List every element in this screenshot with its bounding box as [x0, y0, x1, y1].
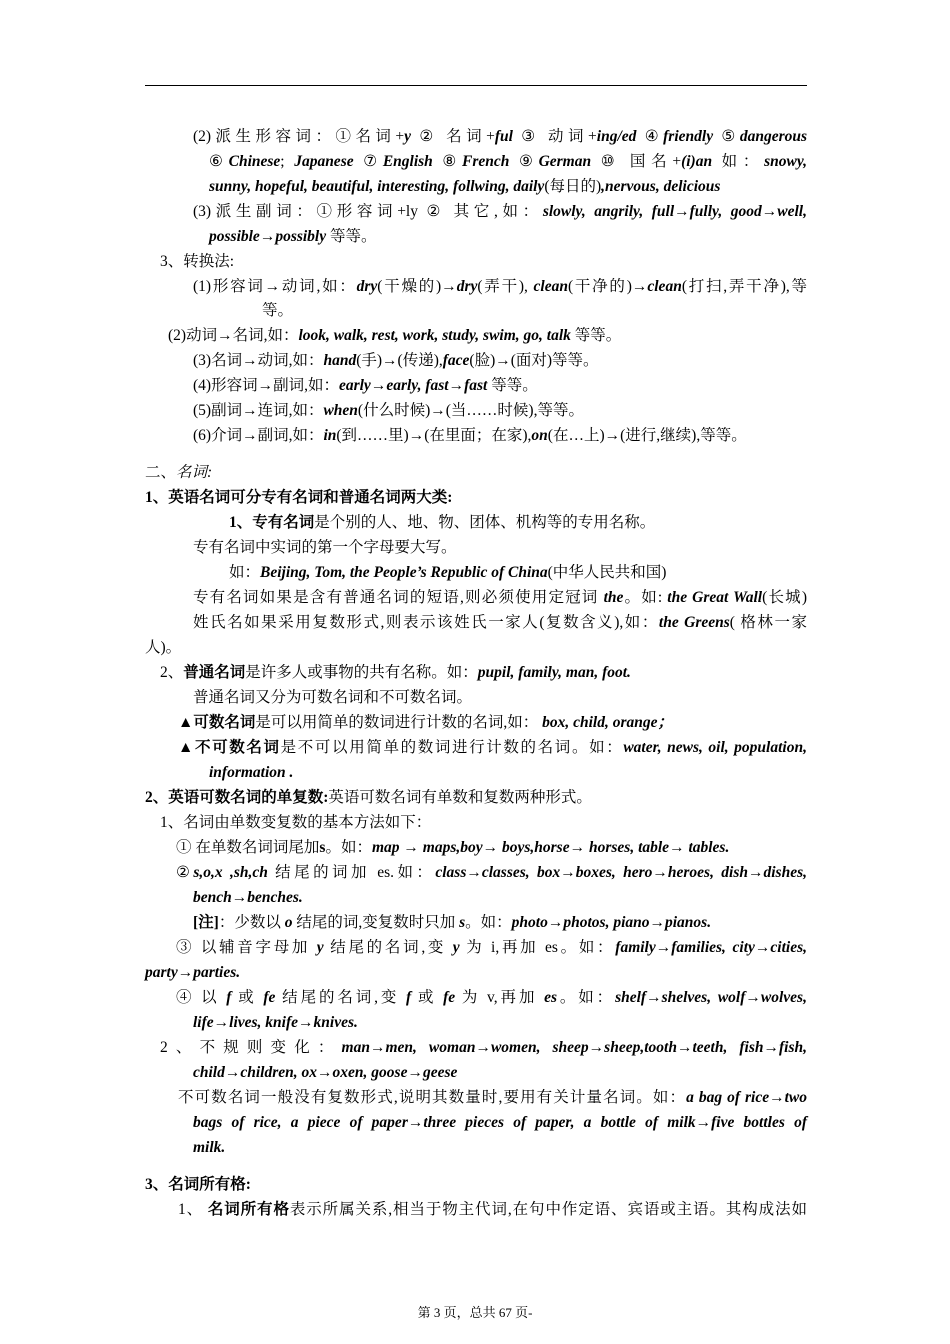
text-run: →	[560, 864, 576, 881]
text-run: →	[745, 989, 761, 1006]
text-run: 等等。	[326, 228, 377, 245]
text-run: early	[338, 377, 371, 394]
text-run: →	[466, 864, 482, 881]
text-run: horses, table	[588, 839, 670, 856]
text-run: early, fast	[386, 377, 449, 394]
text-run: box, child, orange；	[542, 714, 674, 731]
text-line	[145, 637, 181, 659]
text-run: 。如：	[557, 989, 616, 1006]
text-run: (弄干),	[477, 278, 534, 295]
text-run: [注]	[193, 914, 219, 931]
text-run: 二、	[145, 464, 177, 481]
text-run: 等。	[262, 302, 294, 319]
text-run: 1、	[178, 1201, 208, 1218]
text-run: dishes,	[763, 864, 807, 881]
text-run: hand	[323, 352, 357, 369]
text-run: ⑩ 国名+	[591, 153, 682, 170]
text-run: fast	[464, 377, 488, 394]
text-run: 不可数名词	[194, 739, 281, 756]
text-run: (到……里)→(在里面；在家),	[336, 427, 532, 444]
text-run: (3)名词→动词,如：	[193, 352, 324, 369]
text-run: →	[769, 1089, 785, 1106]
text-run: (在…上)→(进行,继续),等等。	[547, 427, 747, 444]
text-run: water, news, oil, population,	[623, 739, 807, 756]
text-run: French	[462, 153, 510, 170]
text-run: men, woman	[385, 1039, 476, 1056]
text-run: five bottles of	[711, 1114, 807, 1131]
text-run: family	[615, 939, 656, 956]
text-run: (4)形容词→副词,如：	[193, 377, 339, 394]
text-run: German	[538, 153, 592, 170]
text-run: 英语可数名词有单数和复数两种形式。	[328, 789, 592, 806]
text-run: dry	[356, 278, 378, 295]
text-run: →	[649, 914, 665, 931]
page-footer: 第 3 页，总共 67 页-	[417, 1305, 533, 1320]
text-run: 专有名词中实词的第一个字母要大写。	[193, 539, 457, 556]
text-run: life	[193, 1014, 214, 1031]
text-run: →	[407, 1064, 423, 1081]
text-run: 名词所有格	[207, 1201, 290, 1218]
text-run: the Great Wall	[667, 589, 763, 606]
text-run: ful	[494, 128, 513, 145]
text-run: face	[442, 352, 470, 369]
text-run: →	[763, 1039, 779, 1056]
text-run: 2、不规则变化：	[160, 1039, 342, 1056]
text-run: (脸)→(面对)等等。	[469, 352, 599, 369]
text-run: party	[145, 964, 178, 981]
text-line	[193, 687, 472, 709]
text-run: (中华人民共和国)	[547, 564, 667, 581]
text-run: classes, box	[481, 864, 561, 881]
text-run: (1)形容词→动词,如：	[193, 278, 357, 295]
text-run: (3)派生副词：①形容词+ly ② 其它,如：	[193, 203, 543, 220]
text-line	[193, 400, 584, 422]
text-run: 名词:	[176, 464, 213, 481]
text-run: cities,	[770, 939, 807, 956]
text-run: knives.	[313, 1014, 358, 1031]
text-line	[209, 151, 807, 173]
text-run: (手)→(传递),	[356, 352, 443, 369]
text-run: 为	[459, 939, 492, 956]
text-run: 人)。	[145, 639, 182, 656]
text-run: ing/ed	[596, 128, 637, 145]
text-run: ：少数以	[218, 914, 285, 931]
text-run: shelf	[615, 989, 647, 1006]
text-run: boys,horse	[501, 839, 570, 856]
text-line	[209, 226, 377, 248]
text-run: children, ox	[240, 1064, 318, 1081]
text-line	[178, 1199, 807, 1221]
text-line	[160, 662, 631, 684]
text-run: 3、转换法:	[160, 253, 235, 270]
text-run: →	[747, 864, 764, 881]
text-run: 。如：	[325, 839, 372, 856]
text-line	[193, 350, 599, 372]
text-run: 结尾的名词,变	[275, 989, 407, 1006]
text-run: 1、英语名词可分专有名词和普通名词两大类:	[145, 489, 453, 506]
text-run: dry	[456, 278, 478, 295]
text-run: 不可数名词一般没有复数形式,说明其数量时,要用有关计量名词。如：	[178, 1089, 687, 1106]
text-line	[262, 300, 293, 322]
text-run: →	[407, 1114, 424, 1131]
text-run: 是个别的人、地、物、团体、机构等的专用名称。	[314, 514, 656, 531]
text-run: ③ 以辅音字母加	[176, 939, 317, 956]
text-line	[229, 562, 666, 584]
text-run: possible	[209, 228, 260, 245]
text-line	[193, 1012, 358, 1034]
text-run: 2、英语可数名词的单复数:	[145, 789, 329, 806]
text-line	[145, 962, 240, 984]
text-run: (5)副词→连词,如：	[193, 402, 324, 419]
text-run: families, city	[671, 939, 755, 956]
text-run: tables.	[688, 839, 730, 856]
text-line	[193, 1062, 457, 1084]
text-run: →	[298, 1014, 314, 1031]
text-run: ⑦	[353, 153, 383, 170]
text-run: 1、专有名词	[229, 514, 315, 531]
text-run: (长城)	[762, 589, 807, 606]
text-run: pianos.	[665, 914, 712, 931]
text-run: →	[695, 1114, 712, 1131]
text-run: →	[177, 964, 194, 981]
text-run: heroes, dish	[667, 864, 748, 881]
text-run: →	[317, 1064, 333, 1081]
text-run: 普通名词又分为可数名词和不可数名词。	[193, 689, 473, 706]
text-run: f	[226, 989, 232, 1006]
text-run: (干净的)→	[567, 278, 648, 295]
text-run: s	[459, 914, 466, 931]
text-run: teeth, fish	[692, 1039, 764, 1056]
text-run: ,再加	[493, 989, 545, 1006]
text-run: maps,boy	[422, 839, 483, 856]
text-run: ① 在单数名词词尾加	[176, 839, 320, 856]
text-run: y	[316, 939, 324, 956]
text-line	[160, 1037, 807, 1059]
text-run: man	[341, 1039, 370, 1056]
text-run: (什么时候)→(当……时候),等等。	[357, 402, 584, 419]
text-run: →	[231, 889, 248, 906]
text-run: sheep,tooth	[604, 1039, 677, 1056]
text-run: →	[652, 864, 668, 881]
text-run: lives, knife	[229, 1014, 299, 1031]
text-run: →	[669, 839, 689, 856]
text-run: 或	[411, 989, 444, 1006]
text-run: f	[406, 989, 412, 1006]
text-run: 普通名词	[183, 664, 246, 681]
text-run: 表示所属关系,相当于物主代词,在句中作定语、宾语或主语。其构成法如	[289, 1201, 807, 1218]
text-run: when	[323, 402, 358, 419]
text-run: 姓氏名如果采用复数形式,则表示该姓氏一家人(复数含义),如：	[193, 614, 659, 631]
text-run: on	[531, 427, 548, 444]
text-run: (打扫,弄干净),等	[681, 278, 808, 295]
text-run: 是不可以用简单的数词进行计数的名词。如：	[280, 739, 624, 756]
text-line	[176, 937, 807, 959]
text-run: fe	[443, 989, 456, 1006]
text-run: two	[784, 1089, 807, 1106]
text-run: geese	[422, 1064, 458, 1081]
text-run: →	[569, 839, 589, 856]
text-line	[178, 1087, 807, 1109]
text-run: friendly	[663, 128, 714, 145]
text-run: 为	[455, 989, 488, 1006]
text-run: →	[646, 989, 662, 1006]
text-run: sunny, hopeful, beautiful, interesting, follwing, daily	[209, 178, 545, 195]
text-run: (2)派生形容词：①名词+	[193, 128, 405, 145]
text-run: (i)an	[681, 153, 713, 170]
text-line	[145, 462, 212, 484]
text-line	[145, 787, 592, 809]
text-line	[193, 537, 457, 559]
text-run: →	[369, 1039, 386, 1056]
text-run: →	[259, 228, 276, 245]
text-run: ⑧	[432, 153, 462, 170]
text-run: 如：	[712, 153, 765, 170]
text-run: s,o,x ,sh,ch	[193, 864, 268, 881]
text-run: →	[547, 914, 564, 931]
text-run: benches.	[247, 889, 303, 906]
text-run: ⑤	[713, 128, 740, 145]
text-run: (干燥的)→	[377, 278, 457, 295]
text-line	[145, 1174, 251, 1196]
text-run: i	[491, 939, 496, 956]
text-line	[178, 737, 807, 759]
text-run: English	[382, 153, 433, 170]
text-run: ,nervous, delicious	[601, 178, 721, 195]
text-run: →	[224, 1064, 241, 1081]
text-run: fully, good	[689, 203, 762, 220]
text-run: ④ 以	[176, 989, 227, 1006]
text-run: 是许多人或事物的共有名称。如：	[245, 664, 478, 681]
text-line	[193, 375, 538, 397]
text-run: 。如：	[465, 914, 512, 931]
text-run: ④	[636, 128, 664, 145]
text-line	[193, 587, 807, 609]
text-run: 1、名词由单数变复数的基本方法如下：	[160, 814, 432, 831]
text-run: o	[284, 914, 293, 931]
text-run: fe	[263, 989, 276, 1006]
text-run: (2)动词→名词,如：	[168, 327, 299, 344]
text-run: →	[399, 839, 423, 856]
text-run: es	[377, 864, 391, 881]
text-run: information .	[209, 764, 294, 781]
text-run: class	[435, 864, 467, 881]
text-run: 可数名词	[193, 714, 256, 731]
text-run: es	[544, 989, 558, 1006]
text-run: possibly	[275, 228, 327, 245]
text-run: milk.	[193, 1139, 226, 1156]
text-run: fish,	[778, 1039, 807, 1056]
text-run: →	[674, 203, 690, 220]
text-line	[209, 176, 720, 198]
text-run: →	[588, 1039, 605, 1056]
text-run: v	[487, 989, 494, 1006]
text-run: 结尾的名词,变	[323, 939, 453, 956]
text-line	[193, 1137, 225, 1159]
text-run: well,	[777, 203, 807, 220]
text-run: Chinese	[228, 153, 281, 170]
text-run: 专有名词如果是含有普通名词的短语,则必须使用定冠词	[193, 589, 604, 606]
text-run: ;	[280, 153, 295, 170]
text-run: look, walk, rest, work, study, swim, go, talk	[298, 327, 571, 344]
text-run: 。如:	[623, 589, 668, 606]
text-line	[160, 251, 234, 273]
text-run: wolves,	[760, 989, 807, 1006]
text-run: →	[475, 1039, 491, 1056]
text-run: →	[370, 377, 387, 394]
text-run: →	[448, 377, 465, 394]
text-run: bench	[193, 889, 232, 906]
text-run: →	[213, 1014, 230, 1031]
text-run: ② 名词+	[411, 128, 495, 145]
text-run: 结尾的词加	[267, 864, 378, 881]
text-run: ▲	[178, 739, 195, 756]
text-run: parties.	[193, 964, 241, 981]
text-line	[229, 512, 655, 534]
text-run: →	[676, 1039, 693, 1056]
text-run: map	[371, 839, 400, 856]
text-run: y	[452, 939, 460, 956]
text-line	[176, 837, 729, 859]
text-run: s	[319, 839, 326, 856]
text-run: ( 格林一家	[729, 614, 808, 631]
text-run: boxes, hero	[575, 864, 653, 881]
text-run: bags of rice, a piece of paper	[193, 1114, 408, 1131]
text-line	[145, 487, 452, 509]
text-run: photo	[511, 914, 548, 931]
text-line	[193, 612, 807, 634]
text-run: →	[761, 203, 778, 220]
text-line	[193, 201, 807, 223]
text-run: child	[193, 1064, 225, 1081]
text-run: 是可以用简单的数词进行计数的名词,如：	[255, 714, 543, 731]
text-run: 结尾的词,变复数时只加	[292, 914, 460, 931]
text-run: ②	[176, 864, 194, 881]
text-run: women, sheep	[490, 1039, 589, 1056]
text-run: oxen, goose	[332, 1064, 408, 1081]
text-run: clean	[647, 278, 682, 295]
text-run: 如：	[229, 564, 261, 581]
text-run: a bag of rice	[686, 1089, 770, 1106]
text-line	[209, 762, 293, 784]
text-run: the	[603, 589, 624, 606]
text-run: shelves, wolf	[661, 989, 746, 1006]
text-line	[193, 276, 807, 298]
text-run: snowy,	[764, 153, 807, 170]
text-run: ▲	[178, 714, 194, 731]
text-line	[193, 425, 747, 447]
text-run: pupil, family, man, foot.	[477, 664, 631, 681]
text-line	[178, 712, 673, 734]
text-run: dangerous	[739, 128, 808, 145]
text-run: ,再加 es。如：	[495, 939, 616, 956]
text-run: y	[404, 128, 412, 145]
text-run: Japanese	[294, 153, 354, 170]
text-run: 等等。	[570, 327, 622, 344]
text-run: clean	[533, 278, 568, 295]
text-line	[193, 1112, 807, 1134]
text-run: (每日的)	[544, 178, 602, 195]
header-rule	[145, 85, 807, 86]
text-line	[160, 812, 431, 834]
text-line	[193, 887, 303, 909]
text-run: 或	[231, 989, 264, 1006]
text-line	[193, 912, 711, 934]
text-line	[193, 126, 807, 148]
text-run: the Greens	[658, 614, 730, 631]
text-run: .如：	[390, 864, 436, 881]
text-run: →	[655, 939, 672, 956]
text-run: →	[754, 939, 771, 956]
text-run: photos, piano	[563, 914, 650, 931]
text-run: ⑨	[509, 153, 539, 170]
text-run: in	[323, 427, 337, 444]
text-run: 3、名词所有格:	[145, 1176, 251, 1193]
text-line	[168, 325, 621, 347]
text-run: (6)介词→副词,如：	[193, 427, 324, 444]
text-run: three pieces of paper, a bottle of milk	[423, 1114, 696, 1131]
text-run: ③ 动词+	[512, 128, 597, 145]
text-run: slowly, angrily, full	[542, 203, 675, 220]
text-line	[176, 987, 807, 1009]
text-run: 2、	[160, 664, 184, 681]
text-run: Beijing, Tom, the People’s Republic of China	[260, 564, 548, 581]
text-line	[176, 862, 807, 884]
text-run: →	[482, 839, 502, 856]
text-run: 等等。	[487, 377, 538, 394]
text-run: ⑥	[209, 153, 229, 170]
